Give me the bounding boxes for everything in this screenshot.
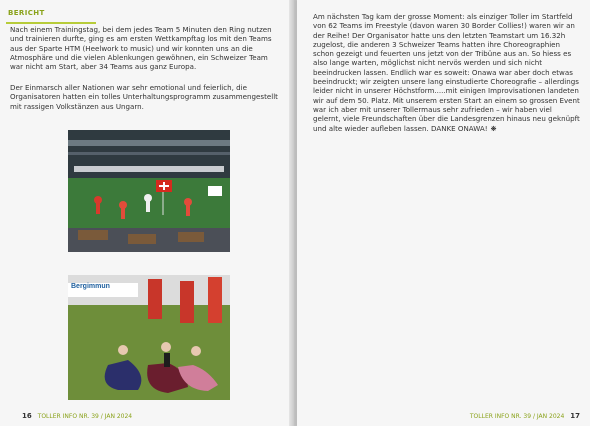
right-page xyxy=(297,0,590,426)
right-page-number: 17 xyxy=(570,412,580,420)
right-paragraph-1 xyxy=(313,12,581,134)
photo-folk-dance xyxy=(68,275,230,400)
left-footer xyxy=(22,412,132,420)
right-footer xyxy=(470,412,580,420)
right-paragraph-text: Am nächsten Tag kam der grosse Moment: als einziger Toller im Startfeld von 62 Teams im Freestyle (davon waren 30 Border Collies!) waren wir an der Reihe! Der Organisator hatte uns den letzten Teamstart um 16.32h zugelost, die anderen 3 Schweizer Teams hatten ihre Choreographien schon gezeigt und feuerten uns jetzt von der Tribüne aus an. So hiess es also lange warten, möglichst nicht nervös werden und sich nicht beeindrucken lassen. Endlich war es soweit: Onawa war aber doch etwas beeindruckt; wir zeigten unsere lang einstudierte Choreografie – allerdings leider nicht in unserer Höchstform.....mit einigen Improvisationen landeten wir auf dem 50. Platz. Mit unserem ersten Start an einem so grossen Event war ich aber mit unserer Tollermaus sehr zufrieden – wir haben viel gelernt, viele Freundschaften über die Landesgrenzen hinaus neu geknüpft und alte wieder aufleben lassen. DANKE ONAWA! xyxy=(313,12,580,133)
left-footer-text: TOLLER INFO NR. 39 / JAN 2024 xyxy=(37,413,133,420)
section-label: BERICHT xyxy=(6,6,96,24)
right-footer-text: TOLLER INFO NR. 39 / JAN 2024 xyxy=(469,413,565,420)
left-paragraph-1: Nach einem Trainingstag, bei dem jedes Team 5 Minuten den Ring nutzen und trainieren durfte, ging es am ersten Wettkampftag los mit den Teams aus der Sparte HTM (Heelwork to music) und wir konnten uns an die Atmosphäre und die vielen Ablenkungen gewöhnen, ein Schweizer Team war nicht am Start, aber 34 Teams aus ganz Europa. xyxy=(10,25,272,72)
paw-icon: ❋ xyxy=(490,124,497,133)
photo-parade-image xyxy=(68,130,230,252)
left-page-number: 16 xyxy=(22,412,32,420)
photo2-banner-text: Bergimmun xyxy=(71,283,110,290)
left-page xyxy=(0,0,293,426)
left-paragraph-2: Der Einmarsch aller Nationen war sehr emotional und feierlich, die Organisatoren hatten ein tolles Unterhaltungsprogramm zusammengestellt mit rassigen Volkstänzen aus Ungarn. xyxy=(10,83,278,111)
photo-parade xyxy=(68,130,230,252)
photo-folk-dance-image xyxy=(68,275,230,400)
